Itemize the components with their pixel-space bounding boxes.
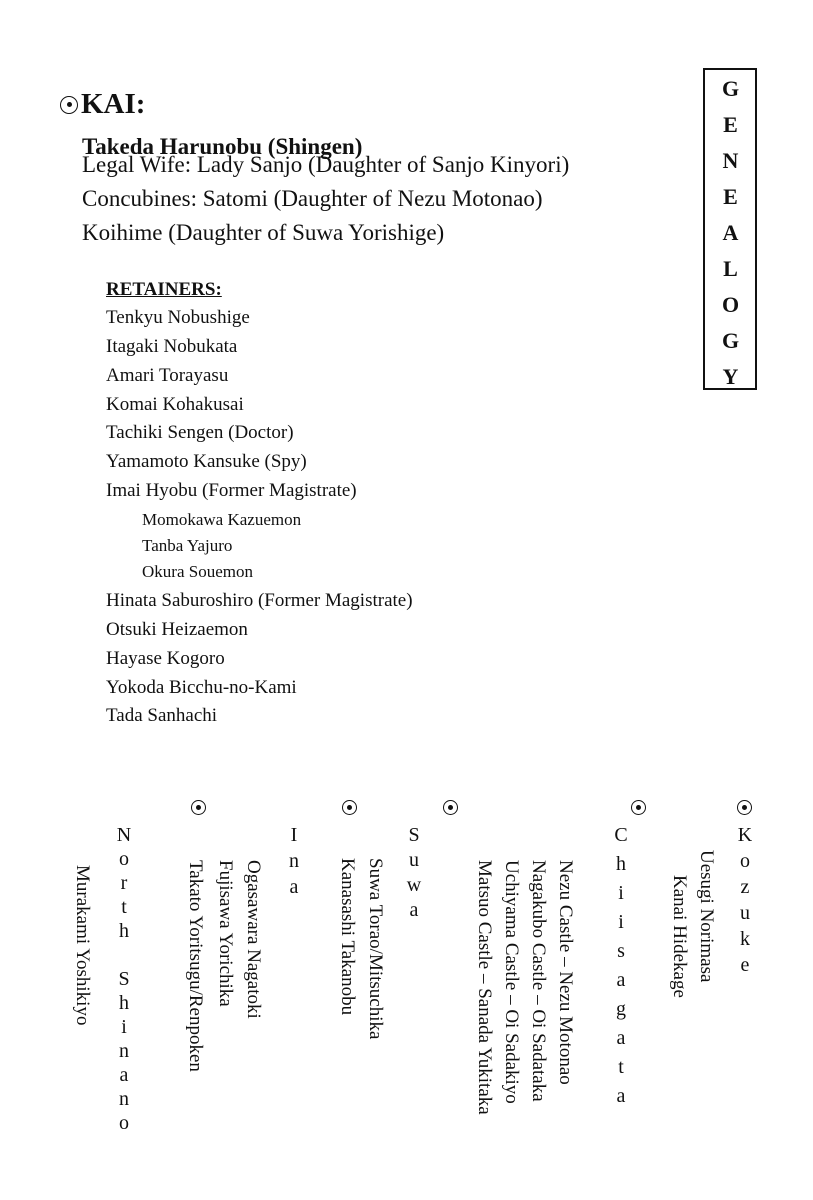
kai-heading-text: KAI: (81, 88, 146, 120)
concubines: Concubines: Satomi (Daughter of Nezu Motonao) (82, 186, 543, 211)
member: Kanasashi Takanobu (337, 858, 358, 1016)
region-ina: Ina (283, 824, 305, 902)
sub-retainer: Momokawa Kazuemon (142, 510, 302, 529)
retainer: Yamamoto Kansuke (Spy) (106, 451, 307, 472)
member: Nezu Castle – Nezu Motonao (555, 860, 576, 1085)
region-north-shinano: North Shinano (113, 824, 135, 1136)
kai-heading (60, 88, 145, 121)
sub-retainer: Okura Souemon (142, 562, 253, 581)
region-suwa: Suwa (403, 824, 425, 924)
sub-retainer: Tanba Yajuro (142, 536, 233, 555)
bullet-circle-icon (631, 800, 646, 815)
retainers-heading: RETAINERS: (106, 279, 222, 300)
concubine-koihime: Koihime (Daughter of Suwa Yorishige) (82, 220, 445, 245)
member: Uesugi Norimasa (696, 850, 717, 983)
retainer: Hinata Saburoshiro (Former Magistrate) (106, 590, 413, 611)
member: Kanai Hidekage (669, 875, 690, 998)
lord-name: Takeda Harunobu (Shingen) (82, 134, 363, 159)
retainer: Tenkyu Nobushige (106, 307, 250, 328)
bullet-circle-icon (342, 800, 357, 815)
retainer: Tachiki Sengen (Doctor) (106, 422, 294, 443)
member: Takato Yoritsugu/Renpoken (185, 860, 206, 1072)
member: Uchiyama Castle – Oi Sadakiyo (501, 860, 522, 1104)
retainer: Itagaki Nobukata (106, 336, 238, 357)
region-kozuke: Kozuke (734, 824, 756, 980)
retainer: Otsuki Heizaemon (106, 619, 248, 640)
retainer: Imai Hyobu (Former Magistrate) (106, 480, 357, 501)
genealogy-label: GENEALOGY (718, 76, 743, 400)
retainer: Tada Sanhachi (106, 705, 218, 726)
member: Nagakubo Castle – Oi Sadataka (528, 860, 549, 1102)
bullet-circle-icon (443, 800, 458, 815)
retainer: Hayase Kogoro (106, 648, 225, 669)
member: Fujisawa Yorichika (215, 860, 236, 1007)
retainer: Amari Torayasu (106, 365, 229, 386)
retainer: Komai Kohakusai (106, 394, 244, 415)
member: Suwa Torao/Mitsuchika (365, 858, 386, 1040)
member: Matsuo Castle – Sanada Yukitaka (474, 860, 495, 1115)
member: Ogasawara Nagatoki (243, 860, 264, 1019)
bullet-circle-icon (191, 800, 206, 815)
retainer: Yokoda Bicchu-no-Kami (106, 677, 297, 698)
region-chiisagata: Chiisagata (610, 824, 632, 1114)
legal-wife: Legal Wife: Lady Sanjo (Daughter of Sanjo Kinyori) (82, 152, 570, 177)
genealogy-box (703, 68, 757, 400)
bullet-circle-icon (737, 800, 752, 815)
bullet-circle-icon (60, 96, 78, 114)
member: Murakami Yoshikiyo (72, 865, 93, 1026)
